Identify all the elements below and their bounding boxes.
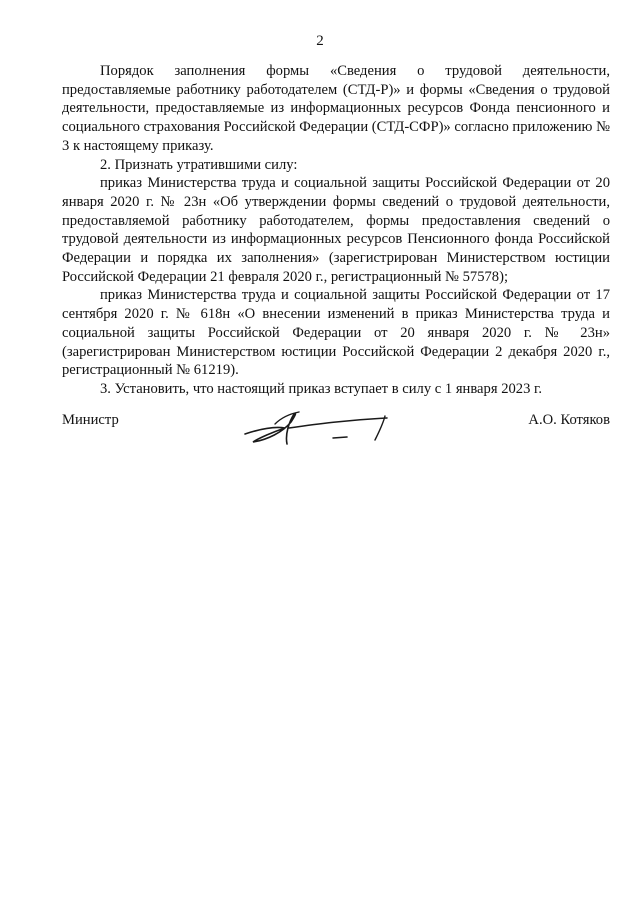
paragraph-order-618n: приказ Министерства труда и социальной защиты Российской Федерации от 17 сентября 2020 г. № 618н «О внесении изменений в приказ Министерства труда и социальной защиты Российской Федерации от 20 января 2020 г. № 23н» (зарегистрирован Министерством юстиции Российской Федерации 2 декабря 2020 г., регистрационный № 61219). <box>62 287 610 379</box>
signer-name: А.О. Котяков <box>528 412 610 428</box>
paragraph-procedure-appendix-3: Порядок заполнения формы «Сведения о трудовой деятельности, предоставляемые работнику работодателем (СТД-Р)» и формы «Сведения о трудовой деятельности, предоставляемые из информационных ресурсов Фонда пенсионного и социального страхования Российской Федерации (СТД-СФР)» согласно приложению № 3 к настоящему приказу. <box>62 63 610 154</box>
signer-position: Министр <box>62 412 119 428</box>
paragraph-clause-2: 2. Признать утратившими силу: <box>100 156 298 173</box>
paragraph-clause-3: 3. Установить, что настоящий приказ вступает в силу с 1 января 2023 г. <box>100 380 543 397</box>
paragraph-order-23n: приказ Министерства труда и социальной защиты Российской Федерации от 20 января 2020 г. № 23н «Об утверждении формы сведений о трудовой деятельности, предоставляемой работнику работодателем, формы предоставления сведений о трудовой деятельности из информационных ресурсов Пенсионного фонда Российской Федерации и порядка их заполнения» (зарегистрирован Министерством юстиции Российской Федерации 21 февраля 2020 г., регистрационный № 57578); <box>62 175 610 285</box>
signature-block <box>62 404 610 454</box>
document-body <box>62 62 610 399</box>
page-number: 2 <box>316 33 324 49</box>
handwritten-signature <box>237 404 412 450</box>
